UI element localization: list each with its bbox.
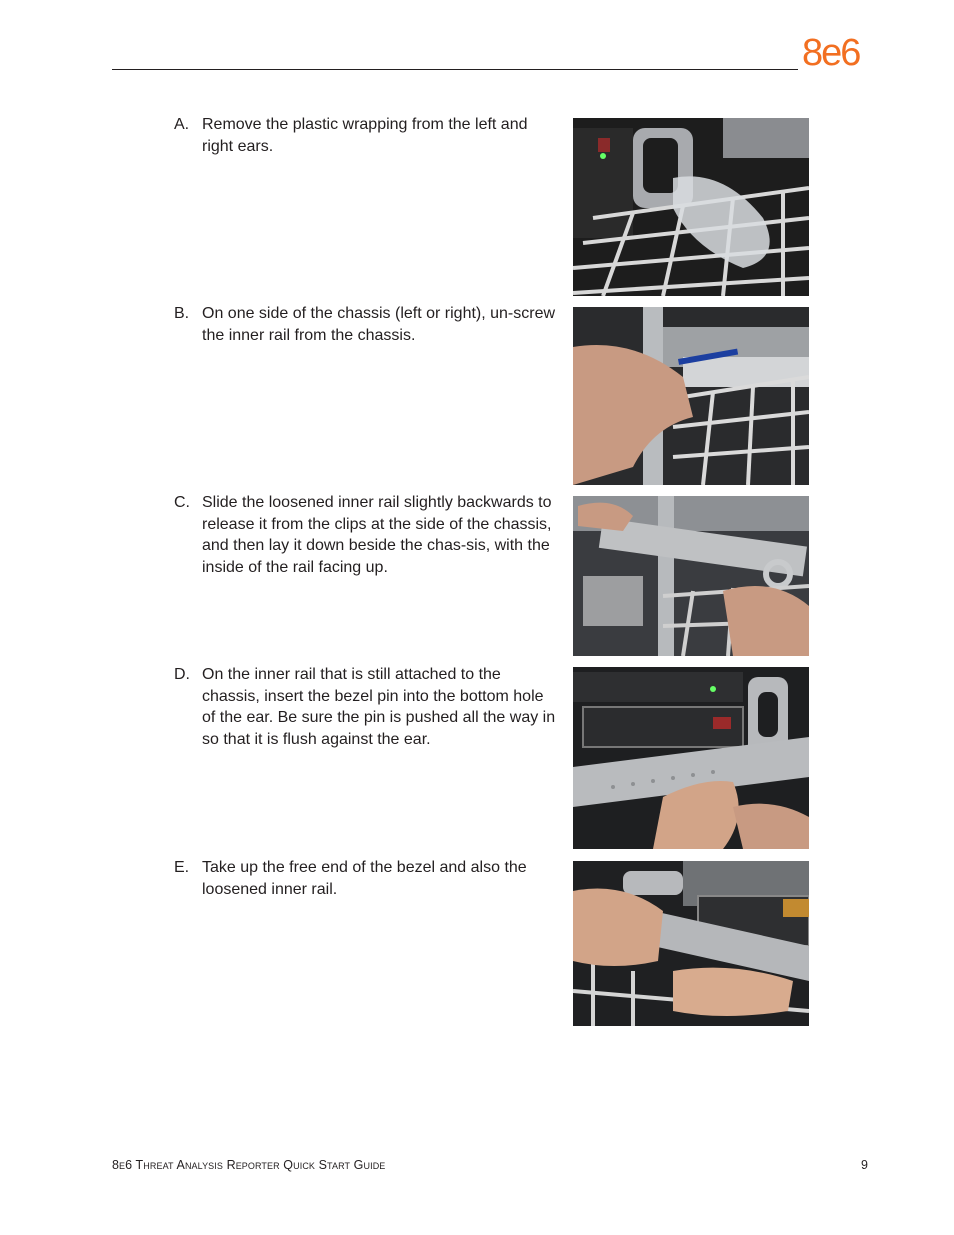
step-letter: C.	[174, 494, 190, 511]
chassis-ear-wrapping-photo	[573, 118, 809, 296]
logo-text: 8e6	[802, 32, 860, 74]
page-number: 9	[861, 1158, 868, 1172]
step-e	[174, 857, 556, 900]
step-text: On the inner rail that is still attached to the chassis, insert the bezel pin into the bottom hole of the ear. Be sure the pin is pushed all the way in so that it is flush against the ear.	[202, 666, 556, 748]
brand-logo	[802, 34, 859, 72]
slide-inner-rail-photo	[573, 496, 809, 656]
step-c	[174, 492, 556, 578]
unscrew-inner-rail-photo	[573, 307, 809, 485]
step-letter: B.	[174, 305, 190, 322]
step-text: Remove the plastic wrapping from the left and right ears.	[202, 116, 528, 155]
step-letter: D.	[174, 666, 190, 683]
step-text: Slide the loosened inner rail slightly backwards to release it from the clips at the side of the chassis, and then lay it down beside the chas-sis, with the inside of the rail facing up.	[202, 494, 552, 576]
step-a	[174, 114, 556, 157]
header-rule	[112, 69, 798, 70]
step-text: On one side of the chassis (left or right), un-screw the inner rail from the chassis.	[202, 305, 556, 344]
step-letter: E.	[174, 859, 190, 876]
bezel-and-rail-photo	[573, 861, 809, 1026]
insert-bezel-pin-photo	[573, 667, 809, 849]
step-d	[174, 664, 556, 750]
footer-title: 8e6 Threat Analysis Reporter Quick Start Guide	[112, 1158, 386, 1172]
step-b	[174, 303, 556, 346]
step-letter: A.	[174, 116, 190, 133]
step-text: Take up the free end of the bezel and also the loosened inner rail.	[202, 859, 527, 898]
